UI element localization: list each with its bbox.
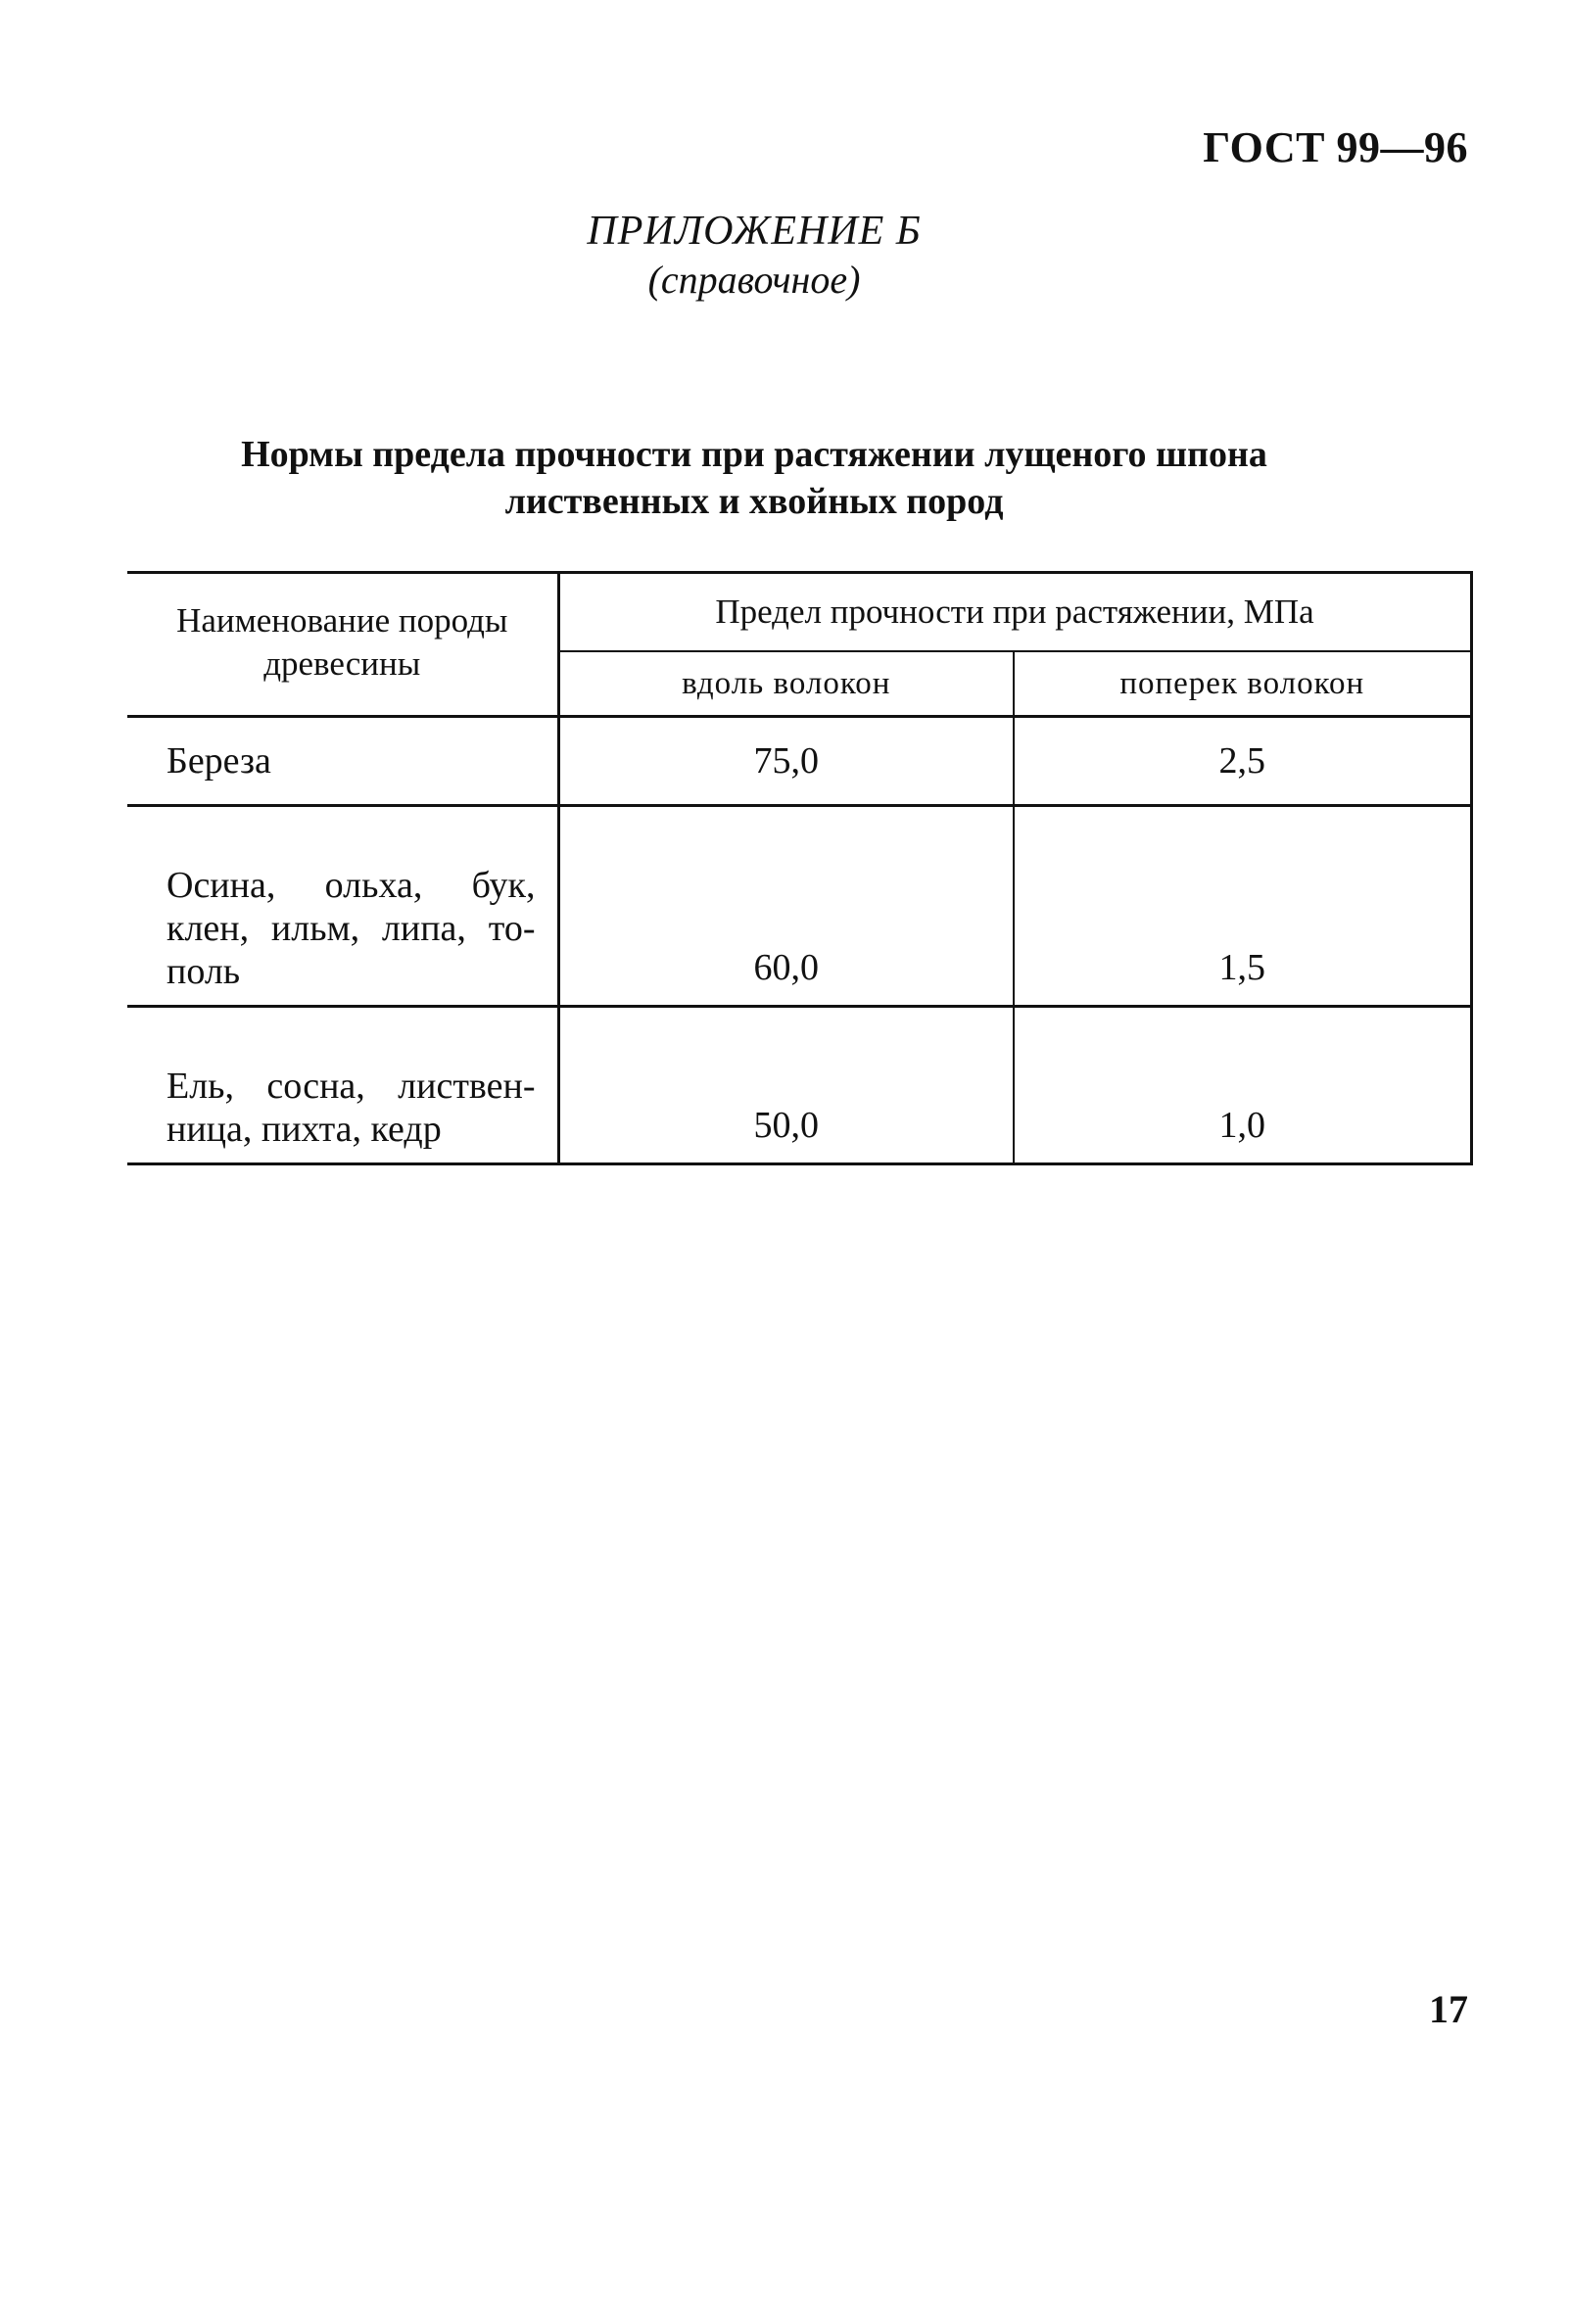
- document-code: ГОСТ 99—96: [1203, 123, 1468, 171]
- table-title-line-2: лиственных и хвойных пород: [504, 481, 1004, 522]
- species-cell: Береза: [127, 717, 558, 806]
- appendix-note: (справочное): [647, 258, 861, 302]
- table-title-line-1: Нормы предела прочности при растяжении лущеного шпона: [241, 434, 1267, 475]
- table-row: [127, 717, 1471, 806]
- page-number: 17: [1429, 1987, 1468, 2031]
- table-row: [127, 806, 1471, 1007]
- strength-norms-table: [127, 571, 1473, 1165]
- table-row: [127, 1007, 1471, 1164]
- across-grain-value: 2,5: [1014, 717, 1471, 806]
- species-cell: Осина, ольха, бук, клен, ильм, липа, то-поль: [127, 806, 558, 1007]
- header-across-grain: поперек волокон: [1014, 651, 1471, 717]
- along-grain-value: 75,0: [558, 717, 1014, 806]
- across-grain-value: 1,0: [1014, 1007, 1471, 1164]
- header-tensile-strength: Предел прочности при растяжении, МПа: [558, 573, 1471, 652]
- appendix-title: ПРИЛОЖЕНИЕ Б: [587, 209, 922, 254]
- across-grain-value: 1,5: [1014, 806, 1471, 1007]
- along-grain-value: 50,0: [558, 1007, 1014, 1164]
- header-species: Наименование породы древесины: [127, 573, 558, 717]
- along-grain-value: 60,0: [558, 806, 1014, 1007]
- species-cell: Ель, сосна, листвен-ница, пихта, кедр: [127, 1007, 558, 1164]
- header-along-grain: вдоль волокон: [558, 651, 1014, 717]
